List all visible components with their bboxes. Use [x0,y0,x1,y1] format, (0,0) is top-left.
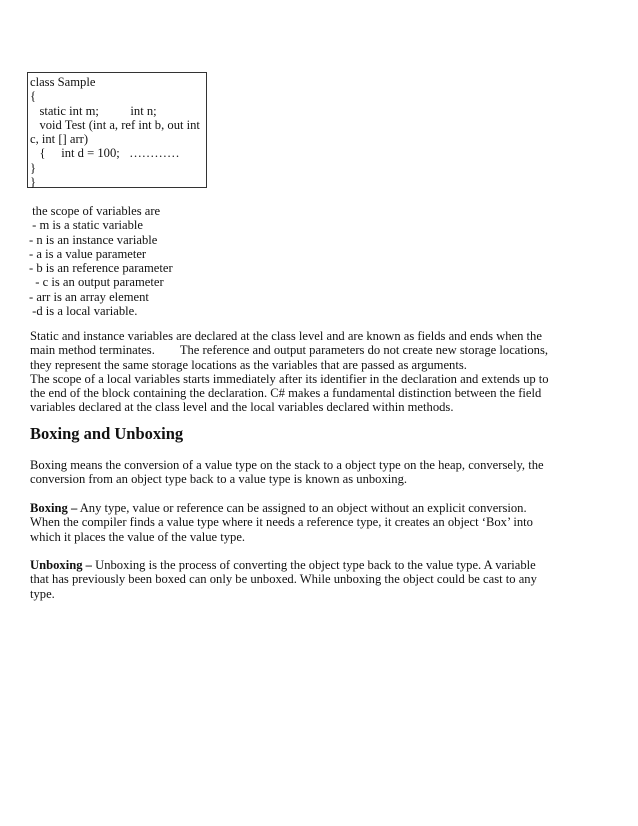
paragraph-line: which it places the value of the value type. [30,529,246,544]
variable-scope-list [29,204,173,318]
paragraph-text: Any type, value or reference can be assigned to an object without an explicit conversion. [77,501,527,515]
paragraph-line: type. [30,586,55,601]
scope-paragraph [30,329,550,415]
code-line: void Test (int a, ref int b, out int [30,117,200,132]
scope-list-item: - c is an output parameter [29,275,164,290]
paragraph-line: When the compiler finds a value type where it needs a reference type, it creates an object ‘Box’ into [30,515,533,530]
paragraph-line [30,501,550,515]
scope-list-item: - arr is an array element [29,289,149,304]
scope-list-item: the scope of variables are [29,204,161,218]
paragraph-line: Boxing means the conversion of a value type on the stack to a object type on the heap, conversely, the [30,458,544,472]
section-heading: Boxing and Unboxing [30,424,184,443]
code-sample-box [27,72,207,188]
scope-list-item: - m is a static variable [29,218,144,233]
unboxing-definition-paragraph [30,558,550,601]
scope-list-item: - b is an reference parameter [29,261,173,276]
scope-list-item: -d is a local variable. [29,304,138,319]
paragraph-line: Static and instance variables are declared at the class level and are known as fields and ends when the [30,329,542,343]
code-line: } [30,160,37,175]
paragraph-line: variables declared at the class level and the local variables declared within methods. [30,400,454,415]
code-line: { [30,89,37,104]
paragraph-line: conversion from an object type back to a value type is known as unboxing. [30,472,408,487]
scope-list-item: - a is a value parameter [29,246,147,261]
scope-list-item: - n is an instance variable [29,232,158,247]
boxing-intro-paragraph [30,458,550,487]
paragraph-line: they represent the same storage locations as the variables that are passed as arguments. [30,357,467,372]
paragraph-line: The scope of a local variables starts immediately after its identifier in the declaration and extends up to [30,371,549,386]
boxing-term: Boxing – [30,501,78,515]
paragraph-line [30,558,550,572]
code-line: } [30,175,37,190]
paragraph-text: Unboxing is the process of converting the object type back to the value type. A variable [91,558,536,572]
boxing-definition-paragraph [30,501,550,544]
paragraph-line: the end of the block containing the declaration. C# makes a fundamental distinction between the field [30,386,542,401]
code-line: static int m; int n; [30,103,157,118]
code-line: class Sample [30,75,96,89]
code-line: c, int [] arr) [30,132,89,147]
paragraph-line: main method terminates. The reference and output parameters do not create new storage locations, [30,343,549,358]
code-line: { int d = 100; ………… [30,146,180,161]
paragraph-line: that has previously been boxed can only be unboxed. While unboxing the object could be cast to any [30,572,537,587]
unboxing-term: Unboxing – [30,558,92,572]
